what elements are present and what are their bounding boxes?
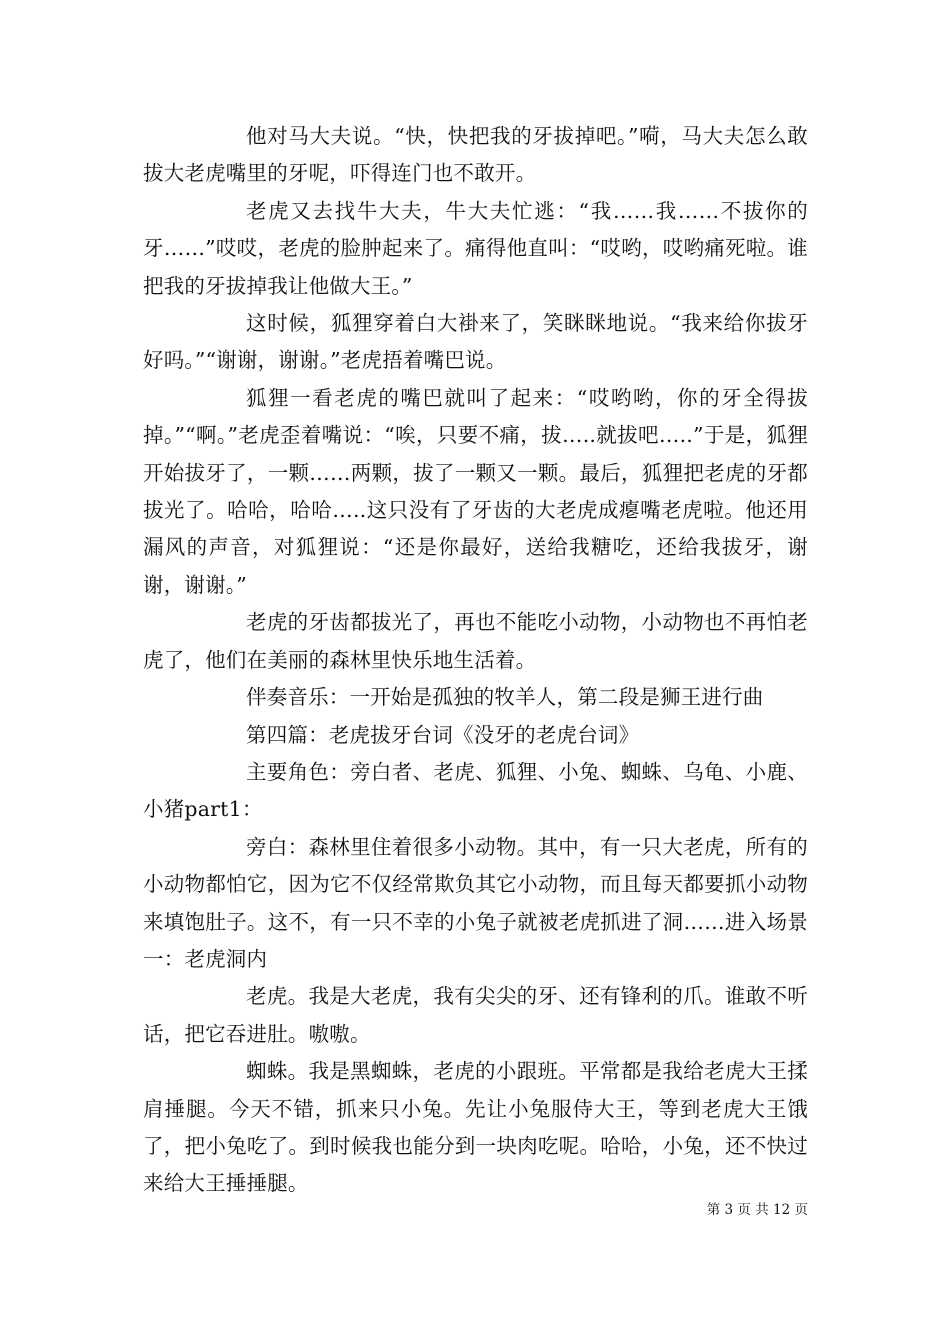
- page-number-footer: 第 3 页 共 12 页: [706, 1202, 808, 1218]
- paragraph: 老虎。我是大老虎，我有尖尖的牙、还有锋利的爪。谁敢不听话，把它吞进肚。嗷嗷。: [143, 984, 808, 1046]
- paragraph: 狐狸一看老虎的嘴巴就叫了起来：“哎哟哟，你的牙全得拔掉。”“啊。”老虎歪着嘴说：“唉，只要不痛，拔…..就拔吧…..”于是，狐狸开始拔牙了，一颗……两颗，拔了一颗又一颗。最后，狐狸把老虎的牙都拔光了。哈哈，哈哈…..这只没有了牙齿的大老虎成瘪嘴老虎啦。他还用漏风的声音，对狐狸说：“还是你最好，送给我糖吃，还给我拔牙，谢谢，谢谢。”: [143, 385, 808, 597]
- section-heading: 第四篇：老虎拔牙台词《没牙的老虎台词》: [246, 722, 640, 747]
- paragraph: 他对马大夫说。“快，快把我的牙拔掉吧。”嗬，马大夫怎么敢拔大老虎嘴里的牙呢，吓得连门也不敢开。: [143, 124, 808, 186]
- paragraph: 主要角色：旁白者、老虎、狐狸、小兔、蜘蛛、乌龟、小鹿、小猪part1：: [143, 759, 808, 822]
- paragraph: 伴奏音乐：一开始是孤独的牧羊人，第二段是狮王进行曲: [246, 685, 764, 710]
- document-body: [143, 118, 808, 1203]
- paragraph: 这时候，狐狸穿着白大褂来了，笑眯眯地说。“我来给你拔牙好吗。”“谢谢，谢谢。”老虎捂着嘴巴说。: [143, 311, 808, 373]
- paragraph: 旁白：森林里住着很多小动物。其中，有一只大老虎，所有的小动物都怕它，因为它不仅经常欺负其它小动物，而且每天都要抓小动物来填饱肚子。这不，有一只不幸的小兔子就被老虎抓进了洞……进入场景一：老虎洞内: [143, 834, 808, 971]
- paragraph: 老虎又去找牛大夫，牛大夫忙逃：“我……我……不拔你的牙……”哎哎，老虎的脸肿起来了。痛得他直叫：“哎哟，哎哟痛死啦。谁把我的牙拔掉我让他做大王。”: [143, 198, 808, 298]
- paragraph: 蜘蛛。我是黑蜘蛛，老虎的小跟班。平常都是我给老虎大王揉肩捶腿。今天不错，抓来只小兔。先让小兔服侍大王，等到老虎大王饿了，把小兔吃了。到时候我也能分到一块肉吃呢。哈哈，小兔，还不快过来给大王捶捶腿。: [143, 1059, 808, 1196]
- paragraph: 老虎的牙齿都拔光了，再也不能吃小动物，小动物也不再怕老虎了，他们在美丽的森林里快乐地生活着。: [143, 610, 808, 672]
